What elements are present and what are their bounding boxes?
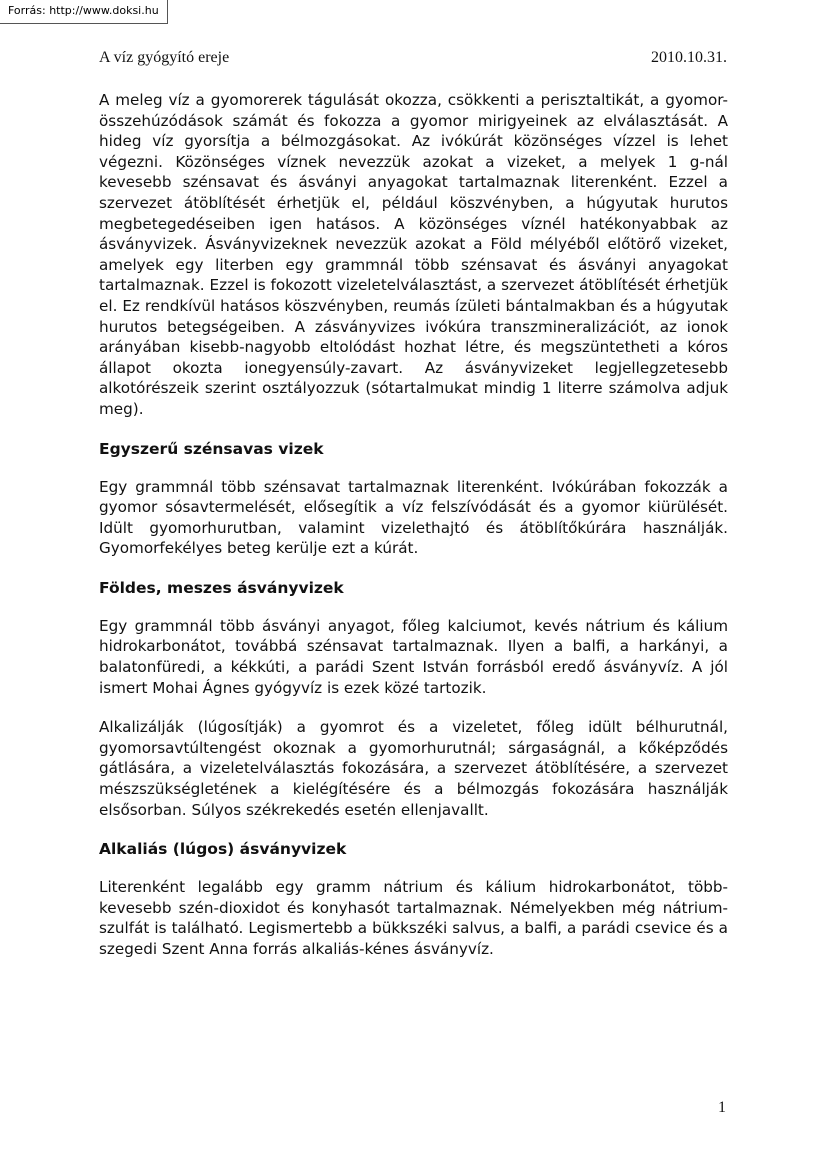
paragraph-foldes-2: Alkalizálják (lúgosítják) a gyomrot és a vizeletet, főleg idült bélhurutnál, gyomorsavtúltengést okoznak a gyomorhurutnál; sárgaságnál, a kőképződés gátlására, a vizeletelválasztás fokozására, a szervezet átöblítésére, a szervezet mészszükségletének a kielégítésére és a bélmozgás fokozására használják elsősorban. Súlyos székrekedés esetén ellenjavallt. [99,718,728,819]
section-heading-szensavas: Egyszerű szénsavas vizek [99,439,324,458]
section-heading-alkalias: Alkaliás (lúgos) ásványvizek [99,840,347,859]
page-header [99,49,727,67]
paragraph-foldes-1: Egy grammnál több ásványi anyagot, főleg kalciumot, kevés nátrium és kálium hidrokarbonátot, továbbá szénsavat tartalmaznak. Ilyen a balfi, a harkányi, a balatonfüredi, a kékkúti, a parádi Szent István forrásból eredő ásványvíz. A jól ismert Mohai Ágnes gyógyvíz is ezek közé tartozik. [99,616,728,697]
document-date: 2010.10.31. [651,49,727,66]
section-heading-foldes: Földes, meszes ásványvizek [99,578,344,597]
source-label: Forrás: http://www.doksi.hu [0,0,168,24]
page-number: 1 [718,1099,726,1116]
document-title: A víz gyógyító ereje [99,49,230,66]
document-body [99,90,728,979]
paragraph-intro: A meleg víz a gyomorerek tágulását okozza, csökkenti a perisztaltikát, a gyomor-összehúzódások számát és fokozza a gyomor mirigyeinek az elválasztását. A hideg víz gyorsítja a bélmozgásokat. Az ivókúrát közönséges vízzel is lehet végezni. Közönséges víznek nevezzük azokat a vizeket, a melyek 1 g-nál kevesebb szénsavat és ásványi anyagokat tartalmaznak literenként. Ezzel a szervezet átöblítését érhetjük el, például köszvényben, a húgyutak hurutos megbetegedéseiben igen hatásos. A közönséges víznél hatékonyabbak az ásványvizek. Ásványvizeknek nevezzük azokat a Föld mélyéből előtörő vizeket, amelyek egy literben egy grammnál több szénsavat és ásványi anyagokat tartalmaznak. Ezzel is fokozott vizeletelválasztást, a szervezet átöblítését érhetjük el. Ez rendkívül hatásos köszvényben, reumás ízületi bántalmakban és a húgyutak hurutos betegségeiben. A zásványvizes ivókúra transzmineralizációt, az ionok arányában kisebb-nagyobb eltolódást hozhat létre, és megszüntetheti a kóros állapot okozta ionegyensúly-zavart. Az ásványvizeket legjellegzetesebb alkotórészeik szerint osztályozzuk (sótartalmukat mindig 1 literre számolva adjuk meg). [99,91,728,418]
paragraph-alkalias: Literenként legalább egy gramm nátrium és kálium hidrokarbonátot, több-kevesebb szén-dioxidot és konyhasót tartalmaznak. Némelyekben még nátrium-szulfát is található. Legismertebb a bükkszéki salvus, a balfi, a parádi csevice és a szegedi Szent Anna forrás alkaliás-kénes ásványvíz. [99,878,728,958]
paragraph-szensavas: Egy grammnál több szénsavat tartalmaznak literenként. Ivókúrában fokozzák a gyomor sósavtermelését, elősegítik a víz felszívódását és a gyomor kiürülését. Idült gyomorhurutban, valamint vizelethajtó és átöblítőkúrára használják. Gyomorfekélyes beteg kerülje ezt a kúrát. [99,477,728,558]
